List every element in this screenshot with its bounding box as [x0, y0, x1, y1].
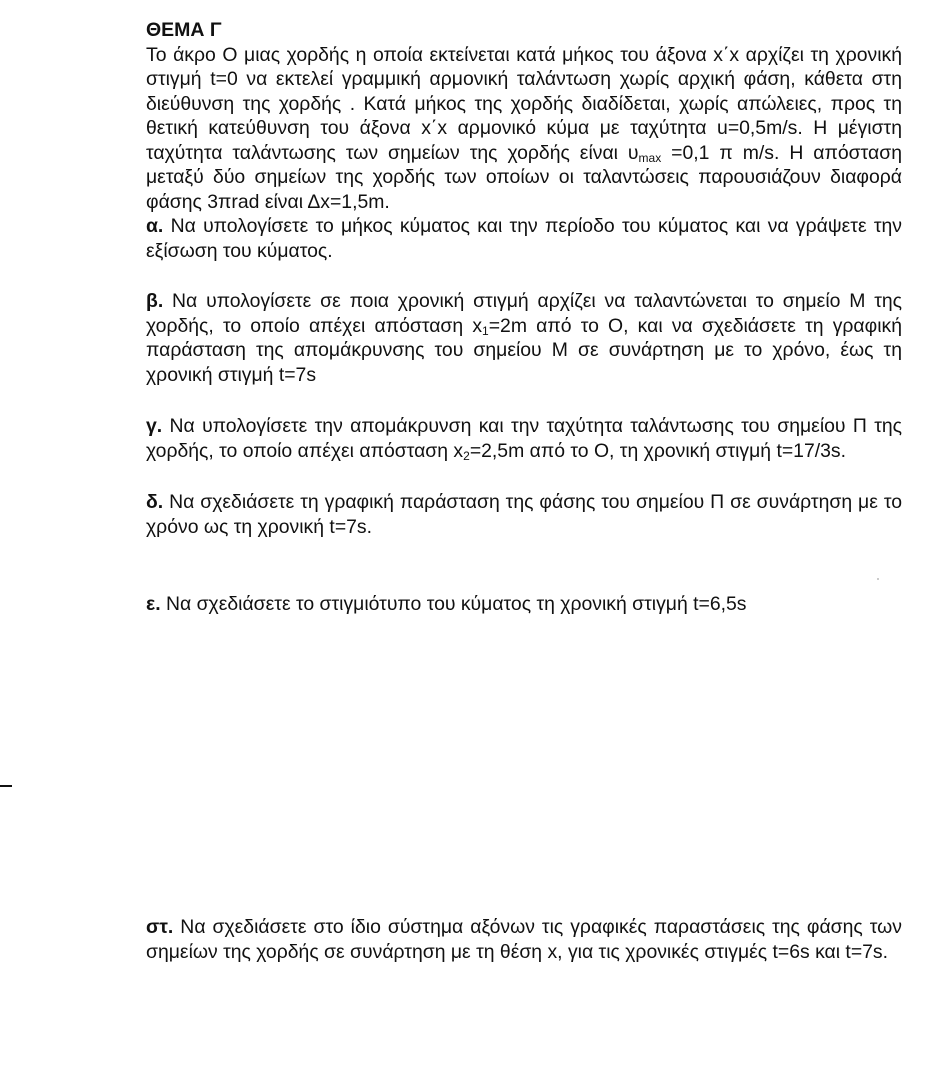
question-st: [146, 915, 902, 964]
question-d: [146, 490, 902, 539]
question-b-subscript: 1: [482, 323, 489, 338]
question-c-text-part-1: Να υπολογίσετε την απομάκρυνση και την ταχύτητα ταλάντωσης του σημείου Π της χορδής, το οποίο απέχει απόσταση x: [146, 415, 902, 462]
problem-text-part-2: =0,1 π m/s. Η απόσταση μεταξύ δύο σημείων της χορδής των οποίων οι ταλαντώσεις παρουσιάζουν διαφορά φάσης 3πrad είναι Δx=1,5m.: [146, 141, 902, 213]
question-c-label: γ.: [146, 415, 163, 437]
question-b-text-part-1: Να υπολογίσετε σε ποια χρονική στιγμή αρχίζει να ταλαντώνεται το σημείο Μ της χορδής, το οποίο απέχει απόσταση x: [146, 290, 902, 337]
section-title: ΘΕΜΑ Γ: [146, 19, 222, 41]
question-a: [146, 214, 902, 263]
question-c: [146, 414, 902, 463]
problem-statement: [146, 43, 902, 215]
question-c-subscript: 2: [463, 448, 470, 463]
question-a-label: α.: [146, 215, 164, 237]
exam-text-block: [146, 18, 903, 963]
question-d-label: δ.: [146, 491, 164, 513]
question-b-label: β.: [146, 290, 164, 312]
question-c-text-part-2: =2,5m από το Ο, τη χρονική στιγμή t=17/3s.: [469, 439, 847, 462]
question-a-text: Να υπολογίσετε το μήκος κύματος και την περίοδο του κύματος και να γράψετε την εξίσωση του κύματος.: [146, 215, 902, 262]
question-b-text-part-2: =2m από το Ο, και να σχεδιάσετε τη γραφική παράσταση της απομάκρυνσης του σημείου Μ σε συνάρτηση με το χρόνο, έως τη χρονική στιγμή t=7s: [146, 314, 903, 386]
margin-mark: [0, 785, 12, 787]
umax-subscript: max: [638, 150, 662, 165]
question-st-label: στ.: [146, 916, 174, 938]
question-st-text: Να σχεδιάσετε στο ίδιο σύστημα αξόνων τις γραφικές παραστάσεις της φάσης των σημείων της χορδής σε συνάρτηση με τη θέση x, για τις χρονικές στιγμές t=6s και t=7s.: [146, 916, 902, 963]
question-e-label: ε.: [146, 593, 161, 615]
question-e-text: Να σχεδιάσετε το στιγμιότυπο του κύματος τη χρονική στιγμή t=6,5s: [160, 593, 747, 615]
question-b: [146, 289, 902, 387]
question-e: [146, 592, 902, 617]
problem-text-part-1: Το άκρο Ο μιας χορδής η οποία εκτείνεται κατά μήκος του άξονα x΄x αρχίζει τη χρονική στιγμή t=0 να εκτελεί γραμμική αρμονική ταλάντωση χωρίς αρχική φάση, κάθετα στη διεύθυνση της χορδής . Κατά μήκος της χορδής διαδίδεται, χωρίς απώλειες, προς τη θετική κατεύθυνση του άξονα x΄x αρμονικό κύμα με ταχύτητα u=0,5m/s. Η μέγιστη ταχύτητα ταλάντωσης των σημείων της χορδής είναι υ: [146, 43, 902, 164]
question-d-text: Να σχεδιάσετε τη γραφική παράσταση της φάσης του σημείου Π σε συνάρτηση με το χρόνο ως τη χρονική t=7s.: [146, 491, 902, 538]
